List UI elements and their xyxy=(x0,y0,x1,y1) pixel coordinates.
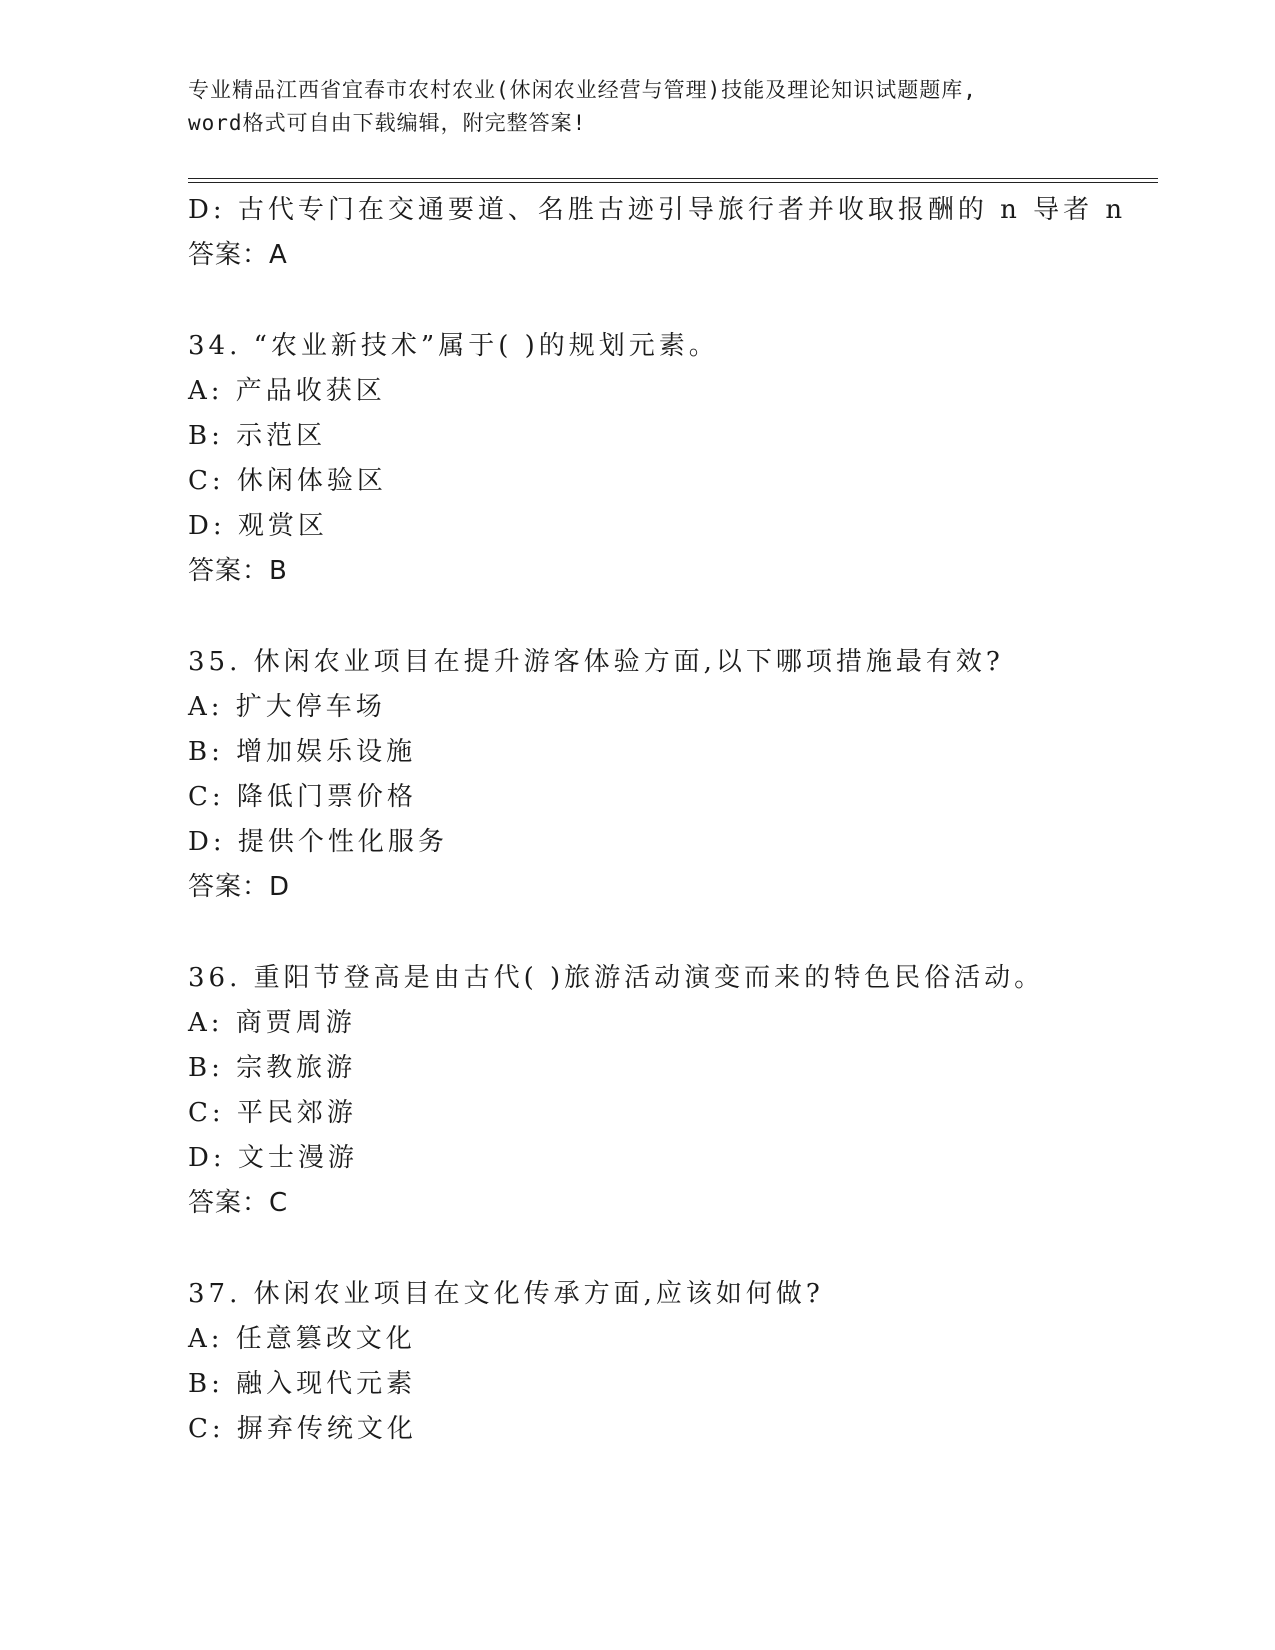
header-divider xyxy=(188,178,1158,183)
question-option: B: 增加娱乐设施 xyxy=(188,737,417,767)
spacer xyxy=(188,278,1148,324)
question-option: C: 降低门票价格 xyxy=(188,782,417,812)
question-option: A: 产品收获区 xyxy=(188,376,386,406)
header-title-line-1: 专业精品江西省宜春市农村农业(休闲农业经营与管理)技能及理论知识试题题库, xyxy=(188,78,977,102)
question-option: A: 商贾周游 xyxy=(188,1008,356,1038)
question-answer: 答案：A xyxy=(188,240,288,270)
question-option: A: 任意篡改文化 xyxy=(188,1324,416,1354)
question-option: C: 摒弃传统文化 xyxy=(188,1414,417,1444)
question-stem: 34. “农业新技术”属于( )的规划元素。 xyxy=(188,331,719,361)
question-stem: 36. 重阳节登高是由古代( )旅游活动演变而来的特色民俗活动。 xyxy=(188,963,1045,993)
question-block-35 xyxy=(188,640,1148,910)
question-list xyxy=(188,188,1148,1452)
spacer xyxy=(188,594,1148,640)
question-block-37 xyxy=(188,1272,1148,1452)
question-option: B: 宗教旅游 xyxy=(188,1053,357,1083)
question-option: D: 提供个性化服务 xyxy=(188,827,448,857)
question-answer: 答案：D xyxy=(188,872,291,902)
question-option: C: 平民郊游 xyxy=(188,1098,357,1128)
spacer xyxy=(188,910,1148,956)
question-option: D: 文士漫游 xyxy=(188,1143,358,1173)
question-block-36 xyxy=(188,956,1148,1226)
question-option: D: 观赏区 xyxy=(188,511,328,541)
document-header xyxy=(188,74,1088,140)
question-stem: 35. 休闲农业项目在提升游客体验方面,以下哪项措施最有效? xyxy=(188,647,1004,677)
question-answer: 答案：B xyxy=(188,556,288,586)
question-option: A: 扩大停车场 xyxy=(188,692,386,722)
question-option: C: 休闲体验区 xyxy=(188,466,387,496)
spacer xyxy=(188,1226,1148,1272)
question-answer: 答案：C xyxy=(188,1188,289,1218)
question-block-34 xyxy=(188,324,1148,594)
question-option: B: 融入现代元素 xyxy=(188,1369,417,1399)
question-stem: 37. 休闲农业项目在文化传承方面,应该如何做? xyxy=(188,1279,824,1309)
question-option: B: 示范区 xyxy=(188,421,327,451)
question-option: D: 古代专门在交通要道、名胜古迹引导旅行者并收取报酬的 n 导者 n xyxy=(188,195,1127,225)
header-title-line-2: word格式可自由下载编辑，附完整答案! xyxy=(188,111,587,135)
